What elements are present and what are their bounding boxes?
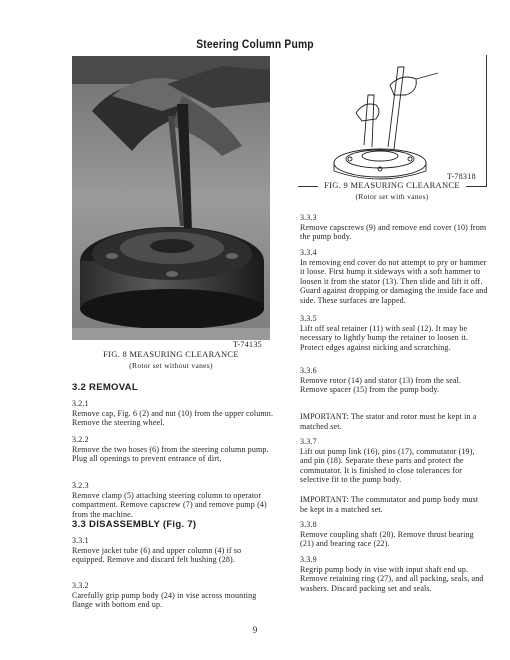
paragraph-3-2-1 [72, 399, 276, 428]
section-number: 3.3.2 [72, 581, 89, 590]
page-number: 9 [252, 625, 258, 635]
section-number: 3.3.8 [300, 520, 317, 529]
paragraph-text: Remove coupling shaft (20). Remove thrust bearing (21) and bearing race (22). [300, 529, 474, 549]
paragraph-text: Remove the two hoses (6) from the steering column pump. Plug all openings to prevent entrance of dirt. [72, 444, 269, 464]
paragraph-text: Remove cap, Fig. 6 (2) and nut (10) from the upper column. Remove the steering wheel. [72, 408, 274, 428]
important-text: IMPORTANT: The commutator and pump body must be kept in a matched set. [300, 495, 479, 514]
paragraph-3-2-2 [72, 435, 276, 464]
paragraph-3-3-5 [300, 314, 488, 352]
section-number: 3.3.6 [300, 366, 317, 375]
section-number: 3.2.3 [72, 481, 89, 490]
section-number: 3.3.3 [300, 213, 317, 222]
section-number: 3.2.2 [72, 435, 89, 444]
paragraph-3-3-4 [300, 248, 488, 306]
fig8-caption: FIG. 8 MEASURING CLEARANCE [103, 349, 239, 359]
important-note-1 [300, 412, 488, 431]
fig9-frame [298, 55, 487, 187]
paragraph-3-3-7 [300, 437, 488, 485]
paragraph-3-3-3 [300, 213, 488, 242]
fig9-subcaption: (Rotor set with vanes) [355, 192, 429, 201]
pump-photo-illustration [72, 56, 270, 340]
section-number: 3.3.7 [300, 437, 317, 446]
paragraph-3-3-2 [72, 581, 276, 610]
fig8-subcaption: (Rotor set without vanes) [129, 361, 213, 370]
paragraph-text: Remove capscrews (9) and remove end cover (10) from the pump body. [300, 222, 487, 242]
section-number: 3.3.4 [300, 248, 317, 257]
section-number: 3.3.5 [300, 314, 317, 323]
section-number: 3.2.1 [72, 399, 89, 408]
paragraph-3-3-1 [72, 536, 276, 565]
removal-heading: 3.2 REMOVAL [72, 382, 138, 393]
paragraph-3-2-3 [72, 481, 276, 519]
important-note-2 [300, 495, 488, 514]
section-number: 3.3.1 [72, 536, 89, 545]
fig8-caption-block [72, 349, 270, 371]
paragraph-3-3-6 [300, 366, 488, 395]
paragraph-text: Regrip pump body in vise with input shaft end up. Remove retaining ring (27), and all packing, seals, and washers. Discard packing set and seals. [300, 564, 484, 593]
paragraph-text: Remove jacket tube (6) and upper column (4) if so equipped. Remove and discard felt bushing (28). [72, 545, 242, 565]
page-title: Steering Column Pump [196, 37, 314, 51]
paragraph-text: Lift out pump link (16), pins (17), commutator (19), and pin (18). Separate these parts and protect the commutator. It is finished to close tolerances for selective fit to the pump body. [300, 446, 475, 485]
paragraph-text: Lift off seal retainer (11) with seal (12). It may be necessary to lightly bump the retainer to loosen it. Protect edges against nicking and scratching. [300, 323, 468, 352]
paragraph-text: In removing end cover do not attempt to pry or hammer it loose. First bump it sideways with a soft hammer to loosen it from the stator (13). Then slide and lift it off. Guard against dropping or damaging the inside face and side. These surfaces are lapped. [300, 257, 488, 305]
fig9-ref: T-78318 [447, 172, 476, 181]
important-text: IMPORTANT: The stator and rotor must be kept in a matched set. [300, 412, 477, 431]
pump-drawing [298, 55, 486, 187]
paragraph-3-3-8 [300, 520, 488, 549]
paragraph-3-3-9 [300, 555, 488, 593]
paragraph-text: Remove clamp (5) attaching steering column to operator compartment. Remove capscrew (7) and remove pump (4) from the machine. [72, 490, 267, 519]
fig9-caption: FIG. 9 MEASURING CLEARANCE [324, 180, 460, 190]
paragraph-text: Remove rotor (14) and stator (13) from the seal. Remove spacer (15) from the pump body. [300, 375, 462, 395]
fig8-ref: T-74135 [233, 340, 262, 349]
disassembly-heading: 3.3 DISASSEMBLY (Fig. 7) [72, 519, 197, 530]
fig9-caption-block [298, 180, 486, 202]
fig8-photo [72, 56, 270, 340]
paragraph-text: Carefully grip pump body (24) in vise across mounting flange with bottom end up. [72, 590, 257, 610]
section-number: 3.3.9 [300, 555, 317, 564]
